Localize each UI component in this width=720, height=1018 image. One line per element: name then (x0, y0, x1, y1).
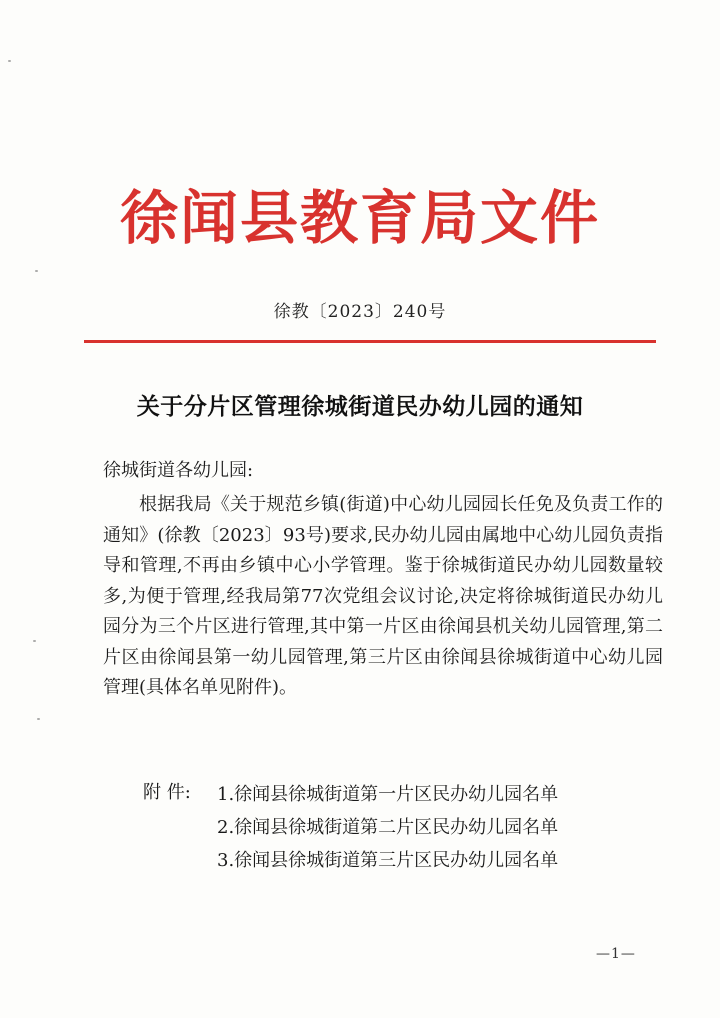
attachment-item: 3.徐闻县徐城街道第三片区民办幼儿园名单 (217, 850, 559, 871)
attachments-label: 附 件: (143, 782, 191, 803)
page-number: —1— (596, 946, 636, 962)
scan-speck (8, 60, 11, 62)
notice-title: 关于分片区管理徐城街道民办幼儿园的通知 (136, 394, 584, 420)
attachments-list (217, 778, 558, 877)
notice-body-paragraph: 根据我局《关于规范乡镇(街道)中心幼儿园园长任免及负责工作的通知》(徐教〔2023〕93号)要求,民办幼儿园由属地中心幼儿园负责指导和管理,不再由乡镇中心小学管理。鉴于徐城街道民办幼儿园数量较多,为便于管理,经我局第77次党组会议讨论,决定将徐城街道民办幼儿园分为三个片区进行管理,其中第一片区由徐闻县机关幼儿园管理,第二片区由徐闻县第一幼儿园管理,第三片区由徐闻县徐城街道中心幼儿园管理(具体名单见附件)。 (103, 494, 663, 698)
document-number: 徐教〔2023〕240号 (273, 302, 447, 322)
scan-speck (35, 270, 38, 272)
salutation: 徐城街道各幼儿园: (103, 460, 254, 481)
issuer-header-title: 徐闻县教育局文件 (119, 184, 600, 252)
attachment-item: 2.徐闻县徐城街道第二片区民办幼儿园名单 (217, 817, 559, 838)
attachment-item: 1.徐闻县徐城街道第一片区民办幼儿园名单 (217, 784, 559, 805)
scan-speck (33, 640, 36, 642)
scan-speck (37, 718, 40, 720)
red-divider-line (84, 340, 656, 343)
